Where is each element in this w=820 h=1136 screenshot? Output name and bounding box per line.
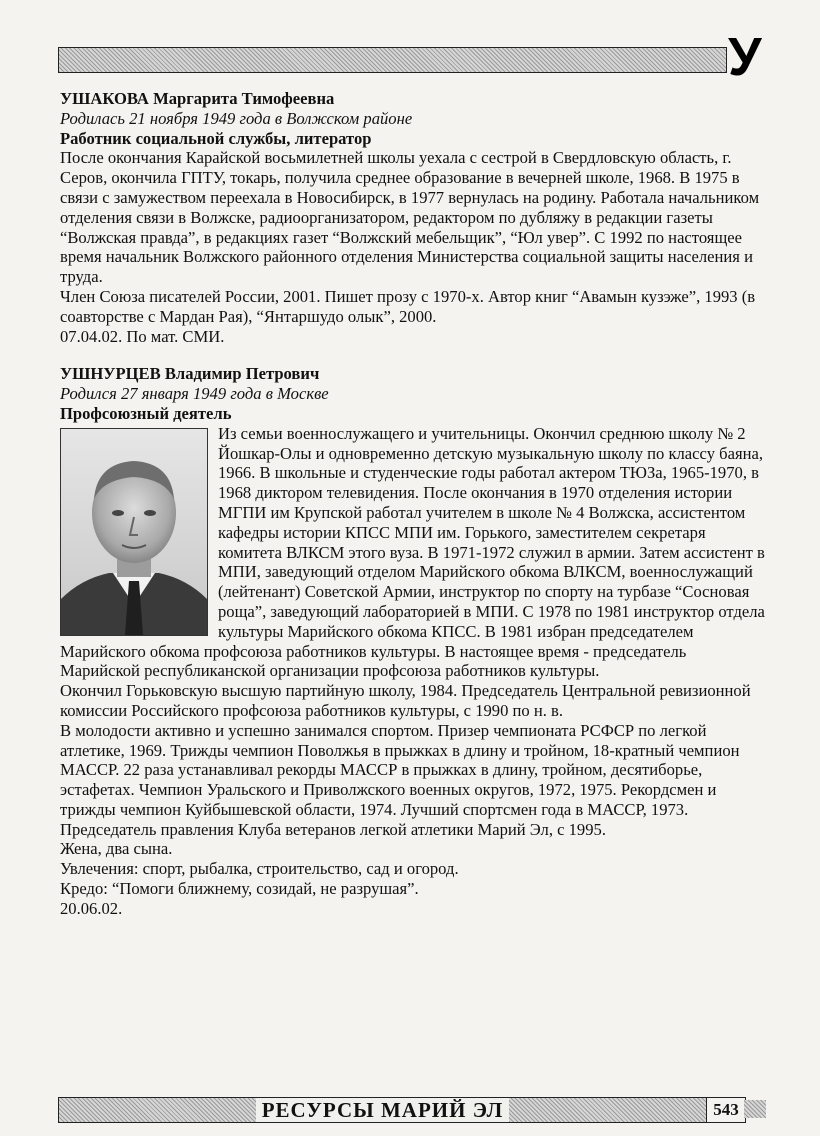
footer-title-text: РЕСУРСЫ МАРИЙ ЭЛ [256,1098,510,1122]
entry-name [60,89,765,109]
entry-ushnurtsev [60,364,765,918]
entry-given-name: Маргарита Тимофеевна [153,89,335,108]
entry-paragraph: После окончания Карайской восьмилетней школы уехала с сестрой в Свердловскую область, г. Серов, окончила ГПТУ, токарь, получила среднее образование в вечерней школе, 1968. В 1975 в связи с замужеством переехала в Новосибирск, в 1977 вернулась на родину. Работала начальником отделения связи в Волжске, радиоорганизатором, редактором по дубляжу в редакции газеты “Волжская правда”, в редакциях газет “Волжский мебельщик”, “Юл увер”. С 1992 по настоящее время начальник Волжского районного отделения Министерства социальной защиты населения и труда. [60,148,760,287]
entry-paragraph: 07.04.02. По мат. СМИ. [60,326,225,346]
footer-bar-end [744,1100,766,1118]
page-number: 543 [706,1097,746,1123]
footer-title [59,1098,706,1122]
entry-profession: Работник социальной службы, литератор [60,128,372,148]
entry-name [60,364,765,384]
page-content [60,89,765,919]
entry-surname: УШАКОВА [60,89,149,108]
entry-birth: Родилась 21 ноября 1949 года в Волжском районе [60,108,413,128]
entry-paragraph: 20.06.02. [60,898,123,918]
header-bar [58,47,727,73]
entry-paragraph: Из семьи военнослужащего и учительницы. Окончил среднюю школу № 2 Йошкар-Олы и одновременно детскую музыкальную школу по классу баяна, 1966. В школьные и студенческие годы работал актером ТЮЗа, 1965-1970, в 1968 диктором телевидения. После окончания в 1970 отделения истории МГПИ им Крупской работал учителем в школе № 4 Волжска, ассистентом кафедры истории КПСС МПИ им. Горького, заместителем секретаря комитета ВЛКСМ этого вуза. В 1971-1972 служил в армии. Затем ассистент в МПИ, заведующий отделом Марийского обкома ВЛКСМ, военнослужащий (лейтенант) Советской Армии, инструктор по спорту на турбазе “Сосновая роща”, заведующий лабораторией в МПИ. С 1978 по 1981 инструктор отдела культуры Марийского обкома КПСС. В 1981 избран председателем Марийского обкома профсоюза работников культуры. В настоящее время - председатель Марийской республиканской организации профсоюза работников культуры. [60,423,765,681]
entry-given-name: Владимир Петрович [164,364,320,384]
entry-profession: Профсоюзный деятель [60,403,232,423]
entry-paragraph: В молодости активно и успешно занимался спортом. Призер чемпионата РСФСР по легкой атлетике, 1969. Трижды чемпион Поволжья в прыжках в длину и тройном, 18-кратный чемпион МАССР. 22 раза устанавливал рекорды МАССР в прыжках в длину, тройном, десятиборье, эстафетах. Чемпион Уральского и Приволжского военных округов, 1972, 1975. Рекордсмен и трижды чемпион Куйбышевской области, 1974. Лучший спортсмен года в МАССР, 1973. Председатель правления Клуба ветеранов легкой атлетики Марий Эл, с 1995. [60,720,740,839]
portrait-photo [60,428,208,636]
footer-bar [58,1097,707,1123]
entry-paragraph: Увлечения: спорт, рыбалка, строительство, сад и огород. [60,859,459,879]
entry-birth: Родился 27 января 1949 года в Москве [60,384,329,404]
entry-paragraph: Окончил Горьковскую высшую партийную школу, 1984. Председатель Центральной ревизионной комиссии Российского профсоюза работников культуры, с 1990 по н. в. [60,681,751,720]
section-letter: У [728,27,762,87]
entry-paragraph: Жена, два сына. [60,839,173,859]
entry-paragraph: Кредо: “Помоги ближнему, созидай, не разрушая”. [60,879,419,899]
portrait-image [61,429,207,635]
entry-surname: УШНУРЦЕВ [60,364,161,384]
entry-ushakova [60,89,765,346]
entry-paragraph: Член Союза писателей России, 2001. Пишет прозу с 1970-х. Автор книг “Авамын кузэже”, 1993 (в соавторстве с Мардан Рая), “Янтаршудо олык”, 2000. [60,286,756,326]
